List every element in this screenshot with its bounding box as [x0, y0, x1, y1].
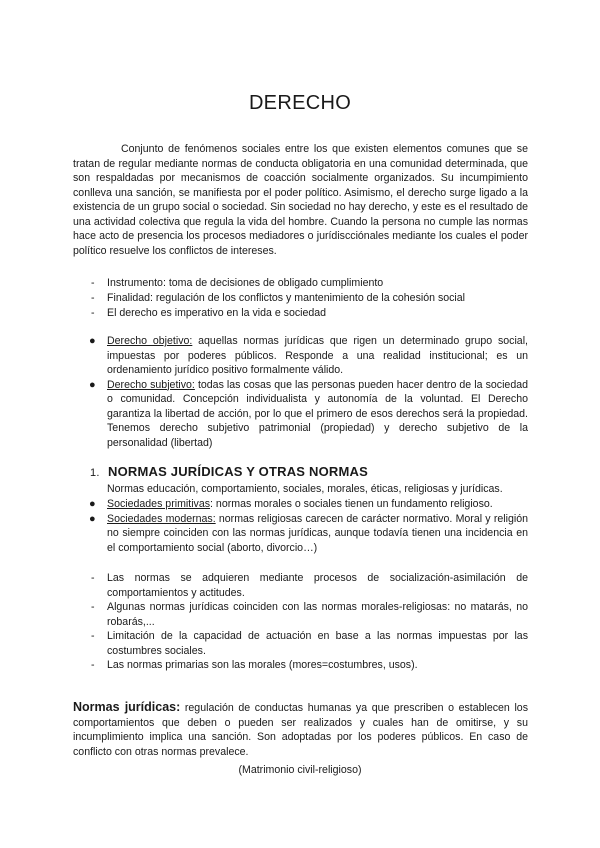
bullet-marker: ● [89, 378, 96, 391]
list-item: ● Derecho subjetivo: todas las cosas que las personas pueden hacer dentro de la sociedad o comunidad. Concepción individualista y autonomía de la voluntad. El Derecho garantiza la libertad de acción, por lo que el primero de esos derechos será la propiedad. Tenemos derecho subjetivo patrimonial (propiedad) y derecho subjetivo de la personalidad (libertad) [89, 378, 528, 449]
dash-marker: - [91, 292, 95, 304]
dash-marker: - [91, 601, 95, 613]
bullet-list-2 [73, 497, 528, 555]
list-item: ● Sociedades modernas: normas religiosas carecen de carácter normativo. Moral y religión no siempre coinciden con las normas jurídicas, aunque todavía tienen una incidencia en el comportamiento social (aborto, divorcio…) [89, 512, 529, 554]
list-item: - Instrumento: toma de decisiones de obligado cumplimiento [91, 277, 384, 289]
term-sociedades-modernas: Sociedades modernas: [107, 512, 216, 525]
page-title: DERECHO [248, 92, 352, 114]
normas-juridicas-paragraph: Normas jurídicas: regulación de conductas humanas ya que prescriben o establecen los comportamientos que deben o pueden ser realizados y cuales han de omitirse, y su incumplimiento implica una sanción. Son adoptadas por los poderes públicos. En caso de conflicto con otras normas prevalece. [73, 700, 528, 758]
list-item: ● Derecho objetivo: aquellas normas jurídicas que rigen un determinado grupo social, impuestas por poderes públicos. Responde a una realidad institucional; es un ordenamiento jurídico positivo formalmente válido. [89, 335, 528, 376]
dash-marker: - [91, 659, 95, 671]
list-item: - El derecho es imperativo en la vida e sociedad [91, 307, 327, 319]
list-item: - Finalidad: regulación de los conflictos y mantenimiento de la cohesión social [91, 292, 466, 304]
section-heading [90, 464, 368, 479]
list-item: - Algunas normas jurídicas coinciden con las normas morales-religiosas: no matarás, no robarás,... [91, 601, 528, 628]
dash-list-2 [73, 571, 528, 673]
bullet-marker: ● [89, 512, 96, 525]
term-sociedades-primitivas: Sociedades primitivas [107, 498, 211, 510]
bullet-marker: ● [89, 335, 96, 347]
list-item: ● Sociedades primitivas: normas morales o sociales tienen un fundamento religioso. [89, 498, 493, 510]
section-intro: Normas educación, comportamiento, sociales, morales, éticas, religiosas y jurídicas. [107, 483, 503, 495]
bullet-list-1 [73, 334, 528, 450]
section-title: NORMAS JURÍDICAS Y OTRAS NORMAS [108, 464, 368, 479]
dash-list-1 [73, 276, 528, 321]
intro-paragraph: Conjunto de fenómenos sociales entre los que existen elementos comunes que se tratan de regular mediante normas de conducta obligatoria en una comunidad determinada, que son respaldadas por mecanismos de coacción socialmente organizados. Su incumpimiento conlleva una sanción, se manifiesta por el poder político. Asimismo, el derecho surge ligado a la existencia de un grupo social o sociedad. Sin sociedad no hay derecho, y este es el resultado de una actividad colectiva que regula la vida del hombre. Cuando la persona no cumple las normas hace acto de presencia los procesos mediadores o jurídiscciónales mediante los cuales el poder político resuelve los conflictos de intereses. [73, 143, 528, 257]
term-derecho-subjetivo: Derecho subjetivo: [107, 378, 195, 391]
list-item: - Limitación de la capacidad de actuación en base a las normas impuestas por las costumbres sociales. [91, 630, 528, 657]
bullet-marker: ● [89, 498, 96, 510]
dash-marker: - [91, 307, 95, 319]
dash-marker: - [91, 277, 95, 289]
list-item: - Las normas se adquieren mediante procesos de socialización-asimilación de comportamientos y actitudes. [91, 572, 528, 599]
note-matrimonio: (Matrimonio civil-religioso) [238, 764, 362, 776]
section-number: 1. [90, 467, 100, 479]
dash-marker: - [91, 630, 95, 642]
dash-marker: - [91, 572, 95, 584]
normas-juridicas-lead: Normas jurídicas: [73, 700, 181, 714]
list-item: - Las normas primarias son las morales (mores=costumbres, usos). [91, 659, 418, 671]
term-derecho-objetivo: Derecho objetivo: [107, 335, 193, 347]
